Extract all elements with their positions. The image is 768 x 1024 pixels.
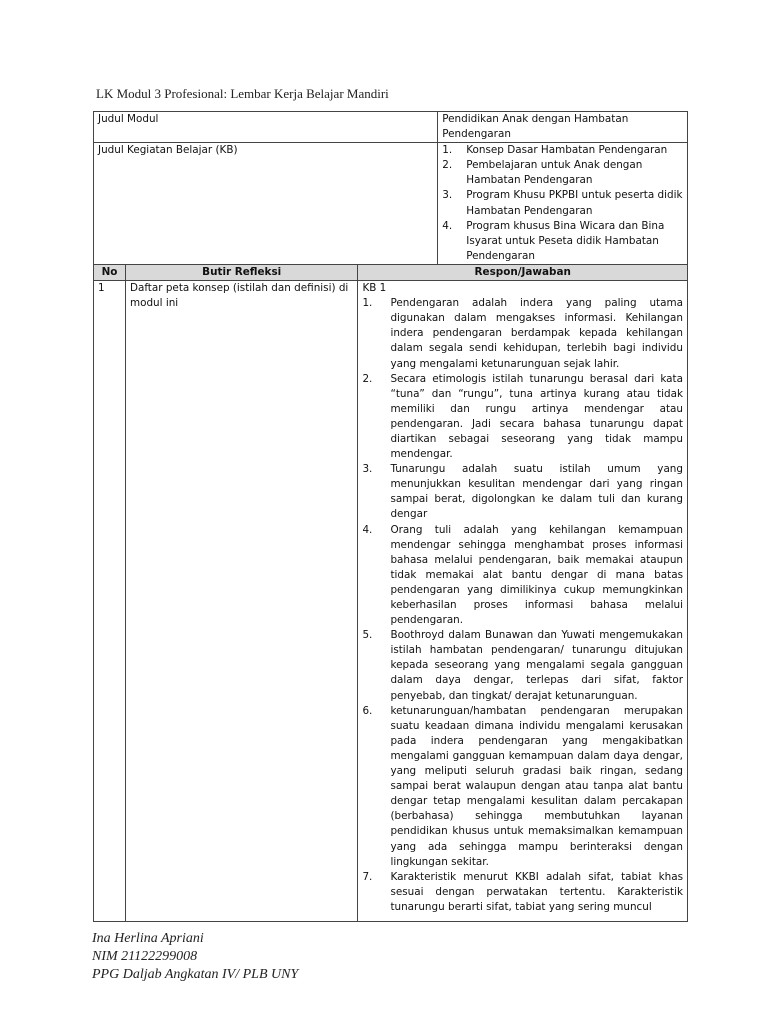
kb-item-number: 4. — [442, 219, 453, 232]
response-item — [362, 462, 683, 522]
response-item-text: Boothroyd dalam Bunawan dan Yuwati mengemukakan istilah hambatan pendengaran/ tunarungu ditujukan kepada seseorang yang mengalami segala gangguan dalam daya dengar, terlepas dari sifat, faktor penyebab, dan tingkat/ derajat ketunarunguan. — [390, 629, 683, 702]
response-item — [362, 704, 683, 870]
response-item-number: 3. — [362, 463, 373, 476]
response-item-text: Tunarungu adalah suatu istilah umum yang menunjukkan kesulitan mendengar dari yang ringan sampai berat, digolongkan ke dalam tuli dan kurang dengar — [390, 463, 683, 521]
response-item-number: 2. — [362, 372, 373, 385]
module-title: Pendidikan Anak dengan Hambatan Pendengaran — [438, 112, 688, 143]
response-item-text: Orang tuli adalah yang kehilangan kemampuan mendengar sehingga menghambat proses informasi bahasa melalui pendengaran, baik memakai ataupun tidak memakai alat bantu dengar di mana batas pendengaran yang dimilikinya cukup memungkinkan keberhasilan proses informasi bahasa melalui pendengaran. — [390, 523, 683, 627]
kb-heading: KB 1 — [362, 282, 387, 295]
kb-item-text: Pembelajaran untuk Anak dengan Hambatan Pendengaran — [466, 159, 643, 187]
response-cell — [358, 281, 688, 922]
butir-refleksi-text: Daftar peta konsep (istilah dan definisi) di modul ini — [125, 281, 357, 922]
response-item-number: 1. — [362, 297, 373, 310]
kb-item-text: Konsep Dasar Hambatan Pendengaran — [466, 144, 668, 157]
author-nim: NIM 21122299008 — [92, 949, 198, 964]
response-item — [362, 296, 683, 371]
kb-list-cell — [438, 143, 688, 265]
response-item — [362, 523, 683, 629]
author-footer — [92, 930, 298, 984]
column-header-row — [94, 264, 688, 280]
author-name: Ina Herlina Apriani — [92, 931, 204, 946]
response-item-text: Secara etimologis istilah tunarungu berasal dari kata “tuna” dan “rungu”, tuna artinya kurang atau tidak memiliki dan rungu artinya mendengar atau pendengaran. Jadi secara bahasa tunarungu dapat diartikan sebagai seseorang yang tidak mampu mendengar. — [390, 372, 683, 461]
response-item-text: Pendengaran adalah indera yang paling utama digunakan dalam mengakses informasi. Kehilangan indera pendengaran berdampak kepada kehilangan dalam segala sendi kehidupan, terlebih bagi individu yang mengalami ketunarunguan sejak lahir. — [390, 297, 683, 370]
author-program: PPG Daljab Angkatan IV/ PLB UNY — [92, 967, 299, 982]
response-item — [362, 628, 683, 703]
kb-item — [442, 143, 683, 158]
module-row — [94, 112, 688, 143]
col-header-no: No — [94, 264, 126, 280]
kb-item-number: 1. — [442, 144, 453, 157]
document-title: LK Modul 3 Profesional: Lembar Kerja Belajar Mandiri — [96, 86, 389, 101]
response-item-text: Karakteristik menurut KKBI adalah sifat, tabiat khas sesuai dengan perwatakan tertentu. Karakteristik tunarungu berarti sifat, tabiat yang sering muncul — [390, 870, 683, 913]
kb-row — [94, 143, 688, 265]
kb-item-number: 3. — [442, 189, 453, 202]
response-item-number: 6. — [362, 704, 373, 717]
kb-item-text: Program khusus Bina Wicara dan Bina Isyarat untuk Peseta didik Hambatan Pendengaran — [466, 219, 665, 262]
worksheet-table — [93, 111, 688, 922]
response-item-number: 4. — [362, 523, 373, 536]
kb-list — [442, 143, 683, 264]
module-label: Judul Modul — [94, 112, 438, 143]
row-number: 1 — [94, 281, 126, 922]
kb-label: Judul Kegiatan Belajar (KB) — [94, 143, 438, 265]
col-header-butir: Butir Refleksi — [125, 264, 357, 280]
response-item — [362, 870, 683, 915]
response-item — [362, 372, 683, 463]
col-header-respon: Respon/Jawaban — [358, 264, 688, 280]
response-item-number: 5. — [362, 629, 373, 642]
response-item-number: 7. — [362, 870, 373, 883]
kb-item-text: Program Khusu PKPBI untuk peserta didik Hambatan Pendengaran — [466, 189, 683, 217]
kb-item-number: 2. — [442, 159, 453, 172]
response-list — [362, 296, 683, 915]
response-item-text: ketunarunguan/hambatan pendengaran merupakan suatu keadaan dimana individu mengalami kerusakan pada indera pendengaran yang mengakibatkan mengalami gangguan kemampuan dalam daya dengar, yang meliputi seluruh gradasi baik ringan, sedang sampai berat walaupun dengan atau tanpa alat bantu dengar tetap mengalami kesulitan dalam percakapan (berbahasa) sehingga membutuhkan layanan pendidikan khusus untuk memaksimalkan kemampuan yang ada sehingga mampu berinteraksi dengan lingkungan sekitar. — [390, 704, 683, 868]
kb-item — [442, 188, 683, 218]
kb-item — [442, 158, 683, 188]
reflection-row — [94, 281, 688, 922]
kb-item — [442, 219, 683, 264]
